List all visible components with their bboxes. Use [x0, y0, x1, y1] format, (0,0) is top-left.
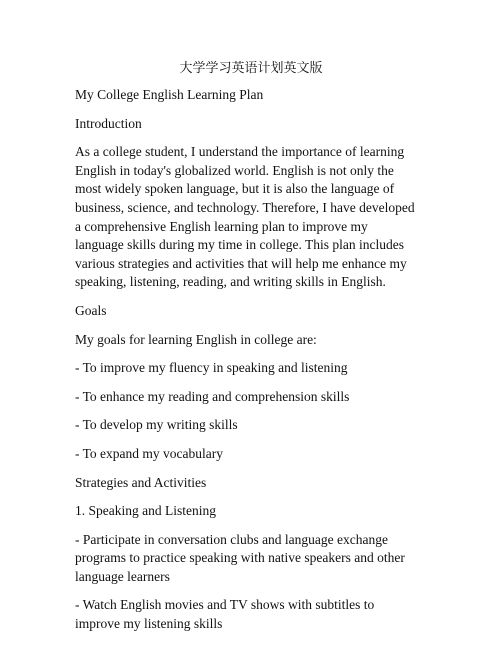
goal-item: - To expand my vocabulary [75, 445, 224, 461]
plan-heading: My College English Learning Plan [75, 87, 264, 102]
goal-item: - To develop my writing skills [75, 417, 238, 433]
section-heading-speaking-listening: 1. Speaking and Listening [75, 503, 216, 519]
goal-item: - To enhance my reading and comprehension skills [75, 388, 350, 404]
introduction-heading: Introduction [75, 115, 142, 131]
goals-intro: My goals for learning English in college are: [75, 331, 317, 347]
strategies-heading: Strategies and Activities [75, 474, 207, 490]
document-body [75, 86, 415, 644]
introduction-paragraph: As a college student, I understand the importance of learning English in today's globalized world. English is not only the most widely spoken language, but it is also the language of business, science, and technology. Therefore, I have developed a comprehensive English learning plan to improve my language skills during my time in college. This plan includes various strategies and activities that will help me enhance my speaking, listening, reading, and writing skills in English. [75, 144, 415, 290]
activity-item: - Participate in conversation clubs and language exchange programs to practice speaking with native speakers and other language learners [75, 531, 405, 584]
goals-heading: Goals [75, 302, 107, 318]
goal-item: - To improve my fluency in speaking and listening [75, 360, 348, 376]
document-title: 大学学习英语计划英文版 [179, 61, 323, 76]
activity-item: - Watch English movies and TV shows with subtitles to improve my listening skills [75, 597, 375, 632]
